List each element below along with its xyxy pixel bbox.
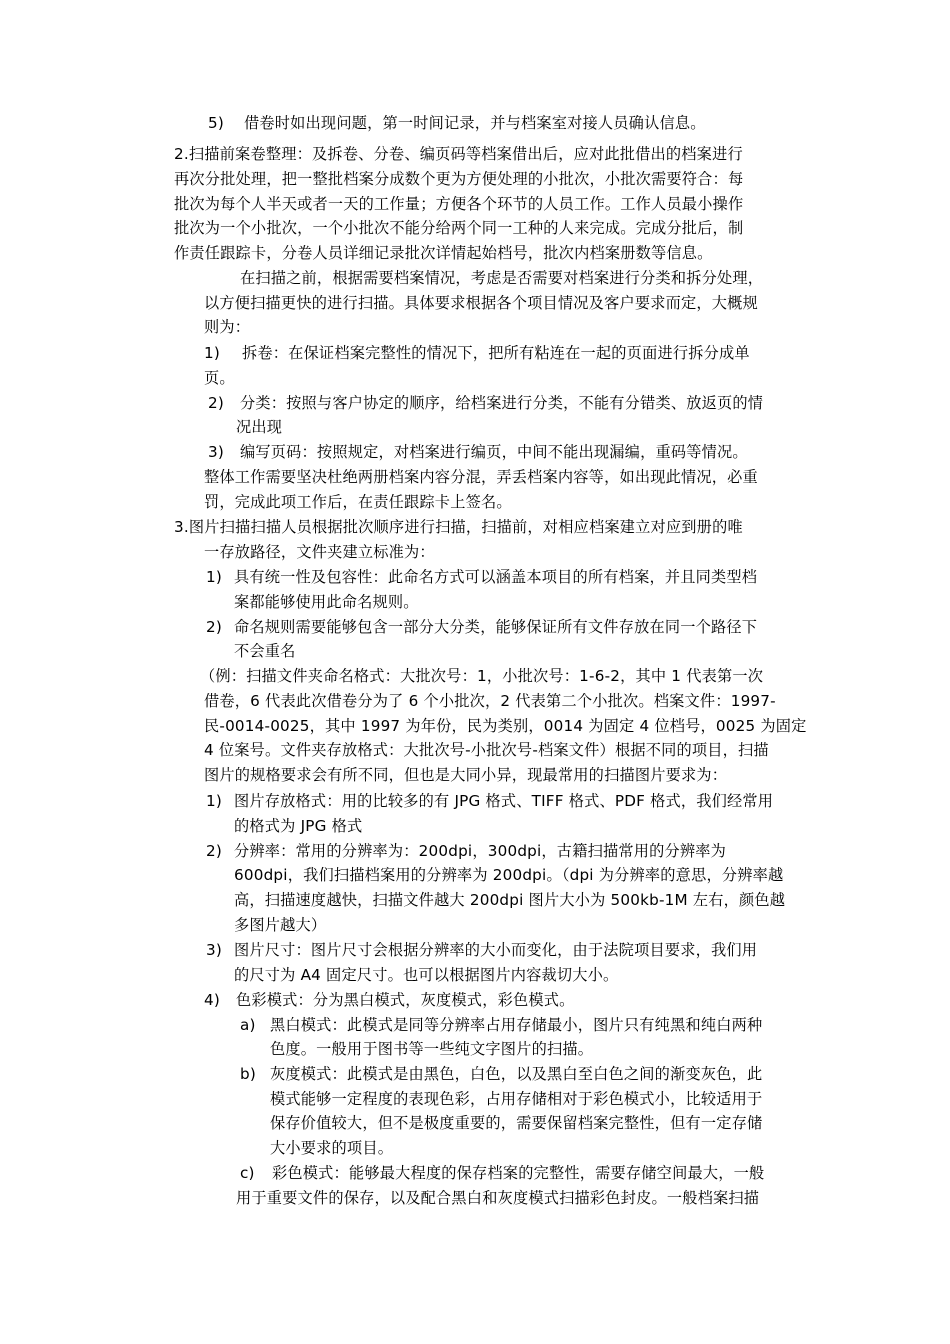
paragraph-line: 批次为一个小批次，一个小批次不能分给两个同一工种的人来完成。完成分批后，制 <box>174 219 744 237</box>
list-item-line: 的尺寸为 A4 固定尺寸。也可以根据图片内容裁切大小。 <box>234 966 619 984</box>
list-marker: 3) <box>208 443 224 461</box>
paragraph-line: （例：扫描文件夹命名格式：大批次号：1，小批次号：1-6-2，其中 1 代表第一次 <box>200 667 764 685</box>
paragraph-line: 批次为每个人半天或者一天的工作量；方便各个环节的人员工作。工作人员最小操作 <box>174 195 744 213</box>
list-item-line: 具有统一性及包容性：此命名方式可以涵盖本项目的所有档案，并且同类型档 <box>234 568 758 586</box>
paragraph-line: 则为： <box>204 318 251 336</box>
list-marker: 4) <box>204 991 220 1009</box>
list-item-line: 保存价值较大，但不是极度重要的，需要保留档案完整性，但有一定存储 <box>270 1114 763 1132</box>
paragraph-line: 以方便扫描更快的进行扫描。具体要求根据各个项目情况及客户要求而定，大概规 <box>204 294 758 312</box>
paragraph-line: 借卷，6 代表此次借卷分为了 6 个小批次，2 代表第二个小批次。档案文件：1997- <box>204 692 776 710</box>
list-item-line: 命名规则需要能够包含一部分大分类，能够保证所有文件存放在同一个路径下 <box>234 618 758 636</box>
paragraph-line: 图片的规格要求会有所不同，但也是大同小异，现最常用的扫描图片要求为： <box>204 766 728 784</box>
list-item-line: 黑白模式：此模式是同等分辨率占用存储最小，图片只有纯黑和纯白两种 <box>270 1016 763 1034</box>
list-marker: 2) <box>208 394 224 412</box>
paragraph-line: 罚，完成此项工作后，在责任跟踪卡上签名。 <box>204 493 512 511</box>
list-item-line: 案都能够使用此命名规则。 <box>234 593 419 611</box>
list-marker: 5) <box>208 114 224 132</box>
list-item-line: 页。 <box>204 369 235 387</box>
list-marker: 2) <box>206 618 222 636</box>
section-heading: 3.图片扫描扫描人员根据批次顺序进行扫描，扫描前，对相应档案建立对应到册的唯 <box>174 518 743 536</box>
list-item-line: 彩色模式：能够最大程度的保存档案的完整性，需要存储空间最大，一般 <box>272 1164 765 1182</box>
list-item-line: 高，扫描速度越快，扫描文件越大 200dpi 图片大小为 500kb-1M 左右，颜色越 <box>234 891 786 909</box>
section-heading: 2.扫描前案卷整理：及拆卷、分卷、编页码等档案借出后，应对此批借出的档案进行 <box>174 145 743 163</box>
list-item-line: 分类：按照与客户协定的顺序，给档案进行分类，不能有分错类、放返页的情 <box>240 394 764 412</box>
paragraph-line: 借卷时如出现问题，第一时间记录，并与档案室对接人员确认信息。 <box>244 114 706 132</box>
list-marker: 1) <box>206 568 222 586</box>
paragraph-line: 在扫描之前，根据需要档案情况，考虑是否需要对档案进行分类和拆分处理， <box>240 269 764 287</box>
list-item-line: 分辨率：常用的分辨率为：200dpi，300dpi，古籍扫描常用的分辨率为 <box>234 842 727 860</box>
paragraph-line: 再次分批处理，把一整批档案分成数个更为方便处理的小批次，小批次需要符合：每 <box>174 170 744 188</box>
list-item-line: 色度。一般用于图书等一些纯文字图片的扫描。 <box>270 1040 594 1058</box>
list-marker: a) <box>240 1016 256 1034</box>
list-item-line: 图片尺寸：图片尺寸会根据分辨率的大小而变化，由于法院项目要求，我们用 <box>234 941 758 959</box>
list-marker: c) <box>240 1164 255 1182</box>
list-item-line: 编写页码：按照规定，对档案进行编页，中间不能出现漏编，重码等情况。 <box>240 443 748 461</box>
list-item-line: 模式能够一定程度的表现色彩，占用存储相对于彩色模式小，比较适用于 <box>270 1090 763 1108</box>
list-item-line: 色彩模式：分为黑白模式，灰度模式，彩色模式。 <box>236 991 575 1009</box>
paragraph-line: 整体工作需要坚决杜绝两册档案内容分混，弄丢档案内容等，如出现此情况，必重 <box>204 468 758 486</box>
list-item-line: 多图片越大） <box>234 916 327 934</box>
list-marker: 1) <box>206 792 222 810</box>
list-item-line: 况出现 <box>236 418 283 436</box>
paragraph-line: 4 位案号。文件夹存放格式：大批次号-小批次号-档案文件）根据不同的项目，扫描 <box>204 741 769 759</box>
paragraph-line: 一存放路径，文件夹建立标准为： <box>204 543 435 561</box>
list-item-line: 的格式为 JPG 格式 <box>234 817 363 835</box>
list-item-line: 大小要求的项目。 <box>270 1139 394 1157</box>
list-item-line: 灰度模式：此模式是由黑色，白色，以及黑白至白色之间的渐变灰色，此 <box>270 1065 763 1083</box>
paragraph-line: 民-0014-0025，其中 1997 为年份，民为类别，0014 为固定 4 位档号，0025 为固定 <box>204 717 807 735</box>
list-marker: b) <box>240 1065 256 1083</box>
list-item-line: 不会重名 <box>234 642 296 660</box>
list-item-line: 拆卷：在保证档案完整性的情况下，把所有粘连在一起的页面进行拆分成单 <box>242 344 750 362</box>
paragraph-line: 作责任跟踪卡，分卷人员详细记录批次详情起始档号，批次内档案册数等信息。 <box>174 244 713 262</box>
list-item-line: 图片存放格式：用的比较多的有 JPG 格式、TIFF 格式、PDF 格式，我们经常用 <box>234 792 774 810</box>
list-item-line: 用于重要文件的保存，以及配合黑白和灰度模式扫描彩色封皮。一般档案扫描 <box>236 1189 760 1207</box>
list-item-line: 600dpi，我们扫描档案用的分辨率为 200dpi。（dpi 为分辨率的意思，分辨率越 <box>234 866 784 884</box>
list-marker: 1) <box>204 344 220 362</box>
list-marker: 2) <box>206 842 222 860</box>
list-marker: 3) <box>206 941 222 959</box>
